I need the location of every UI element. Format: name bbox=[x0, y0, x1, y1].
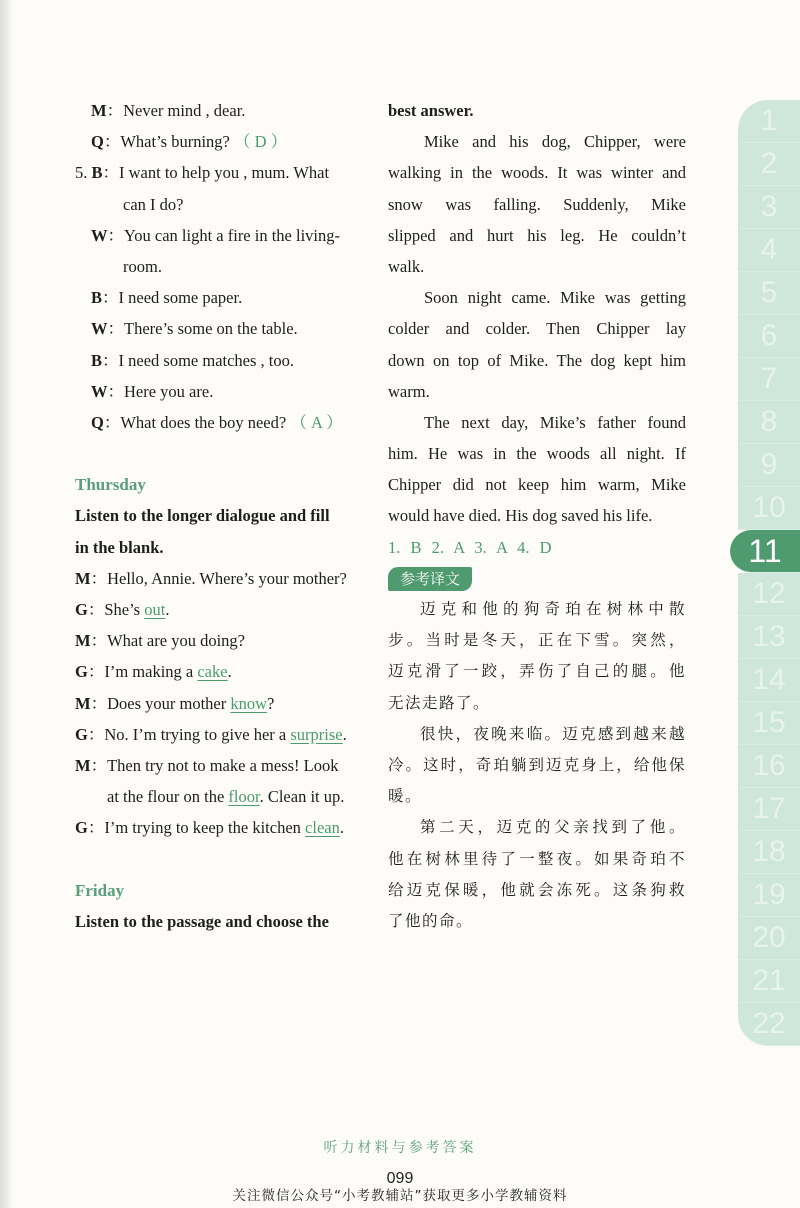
speaker-label: M bbox=[75, 568, 91, 588]
left-column bbox=[75, 95, 375, 937]
unit-tab-4: 4 bbox=[738, 229, 800, 272]
footer-note: 关注微信公众号“小考教辅站”获取更多小学教辅资料 bbox=[232, 1188, 568, 1204]
line-text: What’s burning? bbox=[120, 132, 234, 152]
passage-line: Mike and his dog, Chipper, were bbox=[424, 132, 686, 152]
filled-blank: floor bbox=[228, 787, 260, 807]
dialogue-block-4-5 bbox=[75, 95, 375, 438]
speaker-colon: ： bbox=[87, 600, 105, 619]
thursday-instruction-1: Listen to the longer dialogue and fill bbox=[75, 506, 330, 526]
unit-tab-10: 10 bbox=[738, 487, 800, 530]
line-text: I’m making a bbox=[104, 662, 198, 682]
passage-line: warm. bbox=[388, 381, 430, 401]
passage-line: down on top of Mike. The dog kept him bbox=[388, 350, 686, 370]
dialogue-line bbox=[75, 313, 375, 344]
friday-instruction-end: best answer. bbox=[388, 101, 474, 120]
dialogue-line bbox=[75, 376, 375, 407]
passage-line: would have died. His dog saved his life. bbox=[388, 506, 653, 526]
unit-tab-2: 2 bbox=[738, 143, 800, 186]
speaker-colon: ： bbox=[87, 724, 105, 744]
speaker-colon: ： bbox=[106, 101, 124, 120]
unit-tab-8: 8 bbox=[738, 401, 800, 444]
speaker-colon: ： bbox=[90, 693, 108, 713]
translation-label: 参考译文 bbox=[388, 567, 472, 591]
translation-line: 他在树林里待了一整夜。如果奇珀不 bbox=[388, 849, 686, 868]
passage-line: slipped and hurt his leg. He couldn’t bbox=[388, 225, 686, 245]
line-text: What are you doing? bbox=[107, 631, 245, 651]
translation-line: 迈克滑了一跤，弄伤了自己的腿。他 bbox=[388, 662, 686, 681]
speaker-colon: ： bbox=[102, 350, 119, 370]
line-text-end: . Clean it up. bbox=[259, 787, 345, 807]
line-text-end: . bbox=[339, 818, 344, 838]
speaker-label: G bbox=[75, 818, 88, 838]
passage-line: Soon night came. Mike was getting bbox=[424, 288, 686, 308]
speaker-label: B bbox=[91, 163, 103, 183]
line-text: No. I’m trying to give her a bbox=[104, 724, 291, 744]
line-text: You can light a fire in the living- bbox=[124, 225, 340, 245]
unit-tab-14: 14 bbox=[738, 659, 800, 702]
line-text: can I do? bbox=[123, 194, 184, 214]
unit-tab-1: 1 bbox=[738, 100, 800, 143]
speaker-colon: ： bbox=[103, 132, 121, 152]
passage-line: walk. bbox=[388, 256, 425, 276]
speaker-colon: ： bbox=[90, 631, 108, 651]
translation-line: 步。当时是冬天，正在下雪。突然， bbox=[388, 631, 686, 650]
filled-blank: clean bbox=[305, 818, 340, 838]
passage-line: Chipper did not keep him warm, Mike bbox=[388, 475, 686, 495]
unit-tab-3: 3 bbox=[738, 186, 800, 229]
footer-title: 听力材料与参考答案 bbox=[323, 1140, 477, 1156]
translation-line: 第二天，迈克的父亲找到了他。 bbox=[420, 818, 686, 837]
speaker-label: W bbox=[91, 225, 108, 245]
speaker-label: M bbox=[75, 755, 91, 775]
dialogue-line bbox=[75, 282, 375, 313]
translation-line: 冷。这时，奇珀躺到迈克身上，给他保 bbox=[388, 755, 686, 774]
speaker-label: W bbox=[91, 319, 108, 339]
speaker-colon: ： bbox=[87, 818, 105, 838]
dialogue-line bbox=[75, 719, 375, 750]
line-text: Never mind , dear. bbox=[123, 101, 246, 120]
unit-tab-17: 17 bbox=[738, 788, 800, 831]
filled-blank: surprise bbox=[290, 724, 343, 744]
thursday-instruction-2: in the blank. bbox=[75, 537, 164, 557]
dialogue-line bbox=[75, 750, 375, 781]
speaker-colon: ： bbox=[90, 755, 108, 775]
line-text: I need some paper. bbox=[118, 288, 243, 308]
speaker-label: M bbox=[75, 693, 91, 713]
unit-tab-18: 18 bbox=[738, 831, 800, 874]
unit-tab-15: 15 bbox=[738, 702, 800, 745]
line-text: at the flour on the bbox=[107, 787, 229, 807]
line-text-end: . bbox=[165, 600, 170, 619]
unit-tab-16: 16 bbox=[738, 745, 800, 788]
page-edge-shadow bbox=[0, 0, 14, 1208]
question-number: 5. bbox=[75, 163, 92, 183]
speaker-colon: ： bbox=[87, 662, 105, 682]
speaker-label: G bbox=[75, 662, 88, 682]
line-text: room. bbox=[123, 256, 162, 276]
passage-line: colder and colder. Then Chipper lay bbox=[388, 319, 686, 339]
dialogue-line bbox=[75, 625, 375, 656]
line-text: Here you are. bbox=[124, 381, 214, 401]
friday-passage bbox=[388, 126, 686, 531]
line-text-end: ? bbox=[267, 693, 275, 713]
line-text-end: . bbox=[342, 724, 347, 744]
unit-tab-19: 19 bbox=[738, 874, 800, 917]
dialogue-line bbox=[75, 781, 375, 812]
filled-blank: know bbox=[230, 693, 268, 713]
right-column bbox=[388, 95, 686, 937]
dialogue-line bbox=[75, 157, 375, 188]
unit-side-tabs bbox=[738, 100, 800, 1046]
speaker-label: G bbox=[75, 600, 88, 619]
friday-heading: Friday bbox=[75, 880, 125, 900]
speaker-colon: ： bbox=[107, 381, 124, 401]
speaker-label: M bbox=[75, 631, 91, 651]
speaker-colon: ： bbox=[102, 163, 120, 183]
speaker-label: G bbox=[75, 724, 88, 744]
dialogue-line bbox=[75, 220, 375, 251]
dialogue-line bbox=[75, 95, 375, 126]
translation-line: 给迈克保暖，他就会冻死。这条狗救 bbox=[388, 880, 686, 899]
dialogue-line bbox=[75, 345, 375, 376]
speaker-colon: ： bbox=[102, 288, 119, 308]
line-text: I want to help you , mum. What bbox=[119, 163, 330, 183]
thursday-dialogue bbox=[75, 563, 375, 844]
unit-tab-7: 7 bbox=[738, 358, 800, 401]
line-text-end: . bbox=[227, 662, 232, 682]
dialogue-line bbox=[75, 656, 375, 687]
dialogue-line bbox=[75, 126, 375, 157]
speaker-label: Q bbox=[91, 412, 104, 432]
thursday-heading: Thursday bbox=[75, 475, 146, 495]
speaker-colon: ： bbox=[103, 412, 121, 432]
translation-passage bbox=[388, 594, 686, 937]
dialogue-line bbox=[75, 688, 375, 719]
line-text: Then try not to make a mess! Look bbox=[107, 755, 339, 775]
unit-tab-6: 6 bbox=[738, 315, 800, 358]
translation-line: 了他的命。 bbox=[388, 911, 474, 930]
speaker-label: M bbox=[91, 101, 107, 120]
unit-tab-21: 21 bbox=[738, 960, 800, 1003]
passage-line: The next day, Mike’s father found bbox=[424, 412, 686, 432]
passage-line: snow was falling. Suddenly, Mike bbox=[388, 194, 686, 214]
friday-instruction: Listen to the passage and choose the bbox=[75, 911, 329, 931]
line-text: There’s some on the table. bbox=[124, 319, 298, 339]
answer-choice: （ A ） bbox=[290, 412, 343, 432]
speaker-label: Q bbox=[91, 132, 104, 152]
dialogue-line bbox=[75, 563, 375, 594]
dialogue-line bbox=[75, 594, 375, 625]
translation-line: 迈克和他的狗奇珀在树林中散 bbox=[420, 600, 686, 618]
speaker-label: W bbox=[91, 381, 108, 401]
translation-line: 很快，夜晚来临。迈克感到越来越 bbox=[420, 724, 686, 743]
speaker-label: B bbox=[91, 288, 103, 308]
filled-blank: cake bbox=[197, 662, 228, 682]
line-text: I need some matches , too. bbox=[118, 350, 295, 370]
unit-tab-20: 20 bbox=[738, 917, 800, 960]
friday-answers: 1. B 2. A 3. A 4. D bbox=[388, 537, 552, 557]
dialogue-line bbox=[75, 407, 375, 438]
line-text: Does your mother bbox=[107, 693, 231, 713]
dialogue-line bbox=[75, 812, 375, 843]
line-text: She’s bbox=[104, 600, 145, 619]
passage-line: him. He was in the woods all night. If bbox=[388, 444, 686, 464]
unit-tab-13: 13 bbox=[738, 616, 800, 659]
page-number: 099 bbox=[386, 1170, 414, 1187]
filled-blank: out bbox=[144, 600, 166, 619]
translation-line: 无法走路了。 bbox=[388, 693, 491, 712]
speaker-colon: ： bbox=[107, 319, 124, 339]
unit-tab-12: 12 bbox=[738, 573, 800, 616]
unit-tab-9: 9 bbox=[738, 444, 800, 487]
unit-tab-5: 5 bbox=[738, 272, 800, 315]
passage-line: walking in the woods. It was winter and bbox=[388, 163, 686, 183]
line-text: I’m trying to keep the kitchen bbox=[104, 818, 306, 838]
unit-tab-22: 22 bbox=[738, 1003, 800, 1046]
speaker-colon: ： bbox=[90, 568, 108, 588]
line-text: Hello, Annie. Where’s your mother? bbox=[107, 568, 347, 588]
translation-line: 暖。 bbox=[388, 787, 423, 806]
dialogue-line bbox=[75, 189, 375, 220]
line-text: What does the boy need? bbox=[120, 412, 291, 432]
dialogue-line bbox=[75, 251, 375, 282]
unit-tab-11: 11 bbox=[730, 530, 800, 573]
answer-choice: （ D ） bbox=[233, 132, 288, 152]
speaker-colon: ： bbox=[107, 225, 124, 245]
speaker-label: B bbox=[91, 350, 103, 370]
